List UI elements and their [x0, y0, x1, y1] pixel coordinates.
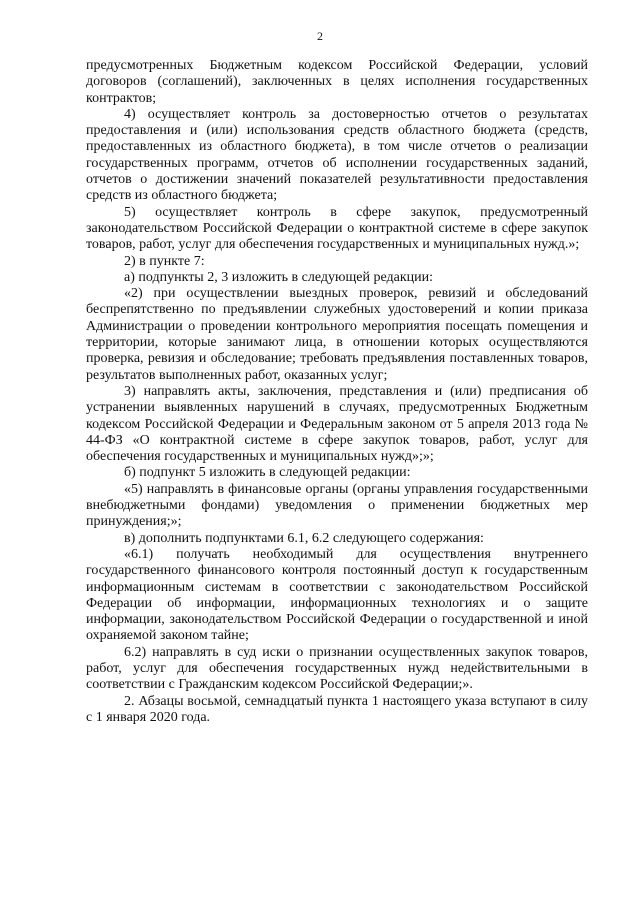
paragraph-quote-3: 3) направлять акты, заключения, представления и (или) предписания об устранении выявленных нарушений в случаях, предусмотренных Бюджетным кодексом Российской Федерации и Федеральным законом от 5 апреля 2013 года № 44-ФЗ «О контрактной системе в сфере закупок товаров, работ, услуг для обеспечения государственных и муниципальных нужд»;»;	[86, 383, 588, 465]
paragraph-point-7: 2) в пункте 7:	[124, 253, 205, 269]
paragraph-item-5: 5) осуществляет контроль в сфере закупок, предусмотренный законодательством Российской Федерации о контрактной системе в сфере закупок товаров, работ, услуг для обеспечения государственных и муниципальных нужд.»;	[86, 204, 588, 253]
paragraph-subpoint-b: б) подпункт 5 изложить в следующей редакции:	[124, 465, 411, 481]
paragraph-quote-6-2: 6.2) направлять в суд иски о признании осуществленных закупок товаров, работ, услуг для обеспечения государственных нужд недействительными в соответствии с Гражданским кодексом Российской Федерации;».	[86, 644, 588, 693]
paragraph-quote-5: «5) направлять в финансовые органы (органы управления государственными внебюджетными фондами) уведомления о применении бюджетных мер принуждения;»;	[86, 481, 588, 530]
paragraph-continuation: предусмотренных Бюджетным кодексом Российской Федерации, условий договоров (соглашений), заключенных в целях исполнения государственных контрактов;	[86, 58, 588, 106]
page-number: 2	[317, 29, 323, 43]
paragraph-subpoint-a: а) подпункты 2, 3 изложить в следующей редакции:	[124, 269, 433, 285]
document-body	[86, 58, 588, 726]
paragraph-subpoint-v: в) дополнить подпунктами 6.1, 6.2 следующего содержания:	[124, 530, 484, 546]
paragraph-quote-2: «2) при осуществлении выездных проверок, ревизий и обследований беспрепятственно по предъявлении служебных удостоверений и копии приказа Администрации о проведении контрольного мероприятия посещать помещения и территории, которые занимают лица, в отношении которых осуществляются проверка, ревизия и обследование; требовать предъявления поставленных товаров, результатов выполненных работ, оказанных услуг;	[86, 286, 588, 383]
paragraph-item-4: 4) осуществляет контроль за достоверностью отчетов о результатах предоставления и (или) использования средств областного бюджета (средств, предоставленных из областного бюджета), в том числе отчетов о реализации государственных программ, отчетов об исполнении государственных заданий, отчетов о достижении значений показателей результативности предоставления средств из областного бюджета;	[86, 106, 588, 204]
paragraph-final: 2. Абзацы восьмой, семнадцатый пункта 1 настоящего указа вступают в силу с 1 января 2020 года.	[86, 693, 588, 725]
paragraph-quote-6-1: «6.1) получать необходимый для осуществления внутреннего государственного финансового контроля постоянный доступ к государственным информационным системам в соответствии с законодательством Российской Федерации об информации, информационных технологиях и о защите информации, законодательством Российской Федерации о государственной и иной охраняемой законом тайне;	[86, 546, 588, 644]
